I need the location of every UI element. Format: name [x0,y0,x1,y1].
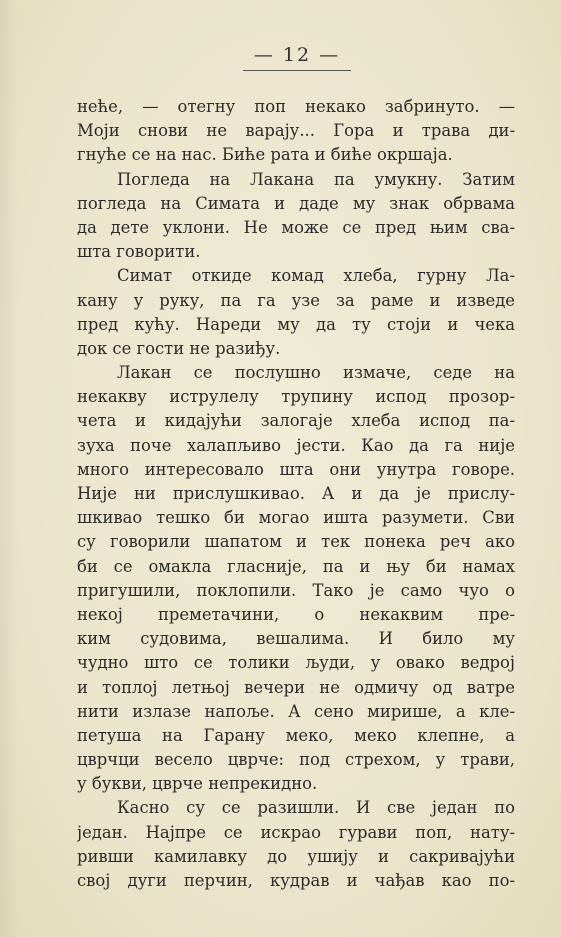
text-line: чета и кидајући залогаје хлеба испод па- [77,411,515,431]
text-line: ким судовима, вешалима. И било му [77,629,515,649]
text-line: погледа на Симата и даде му знак обрвама [77,193,515,213]
text-line: нити излазе напоље. А сено мирише, а кле- [77,701,515,721]
text-line: много интересовало шта они унутра говоре. [77,459,515,479]
text-line: зуха поче халапљиво јести. Као да га није [77,435,515,455]
text-line: пред кућу. Нареди му да ту стоји и чека [77,314,515,334]
text-line: Погледа на Лакана па умукну. Затим [117,169,515,189]
text-line: некој преметачини, о некаквим пре- [77,604,515,624]
text-line: шкивао тешко би могао ишта разумети. Сви [77,508,515,528]
text-line: су говорили шапатом и тек понека реч ако [77,532,515,552]
text-line: некакву иструлелу трупину испод прозор- [77,387,515,407]
text-line: петуша на Гарану меко, меко клепне, а [77,725,515,745]
text-line: Касно су се разишли. И све један по [117,798,515,818]
header-rule [243,70,351,71]
text-line: и топлој летњој вечери не одмичу од ватре [77,677,515,697]
text-line: чудно што се толики људи, у овако ведрој [77,653,515,673]
text-line: један. Најпре се искрао гурави поп, нату- [77,822,515,842]
text-line: цврчци весело цврче: под стрехом, у трави, [77,750,515,770]
text-line: неће, — отегну поп некако забринуто. — [77,97,515,116]
text-line: гнуће се на нас. Биће рата и биће окршаја. [77,145,453,165]
text-line: би се омакла гласније, па и њу би намах [77,556,515,576]
text-line: кану у руку, па га узе за раме и изведе [77,290,515,310]
text-line: Симат откиде комад хлеба, гурну Ла- [117,266,515,286]
text-line: пригушили, поклопили. Тако је само чуо о [77,580,515,600]
body-text [77,95,515,893]
text-line: Није ни прислушкивао. А и да је прислу- [77,484,515,503]
text-line: шта говорити. [77,242,201,262]
text-line: Лакан се послушно измаче, седе на [117,363,515,383]
text-line: ривши камилавку до ушију и сакривајући [77,846,515,866]
text-line: Моји снови не варају... Гора и трава ди- [77,121,515,141]
text-line: док се гости не разиђу. [77,338,281,358]
text-line: да дете уклони. Не може се пред њим сва- [77,217,515,237]
text-line: у букви, цврче непрекидно. [77,774,318,794]
text-line: свој дуги перчин, кудрав и чађав као по- [77,871,515,890]
page-number-header: — 12 — [253,44,341,66]
